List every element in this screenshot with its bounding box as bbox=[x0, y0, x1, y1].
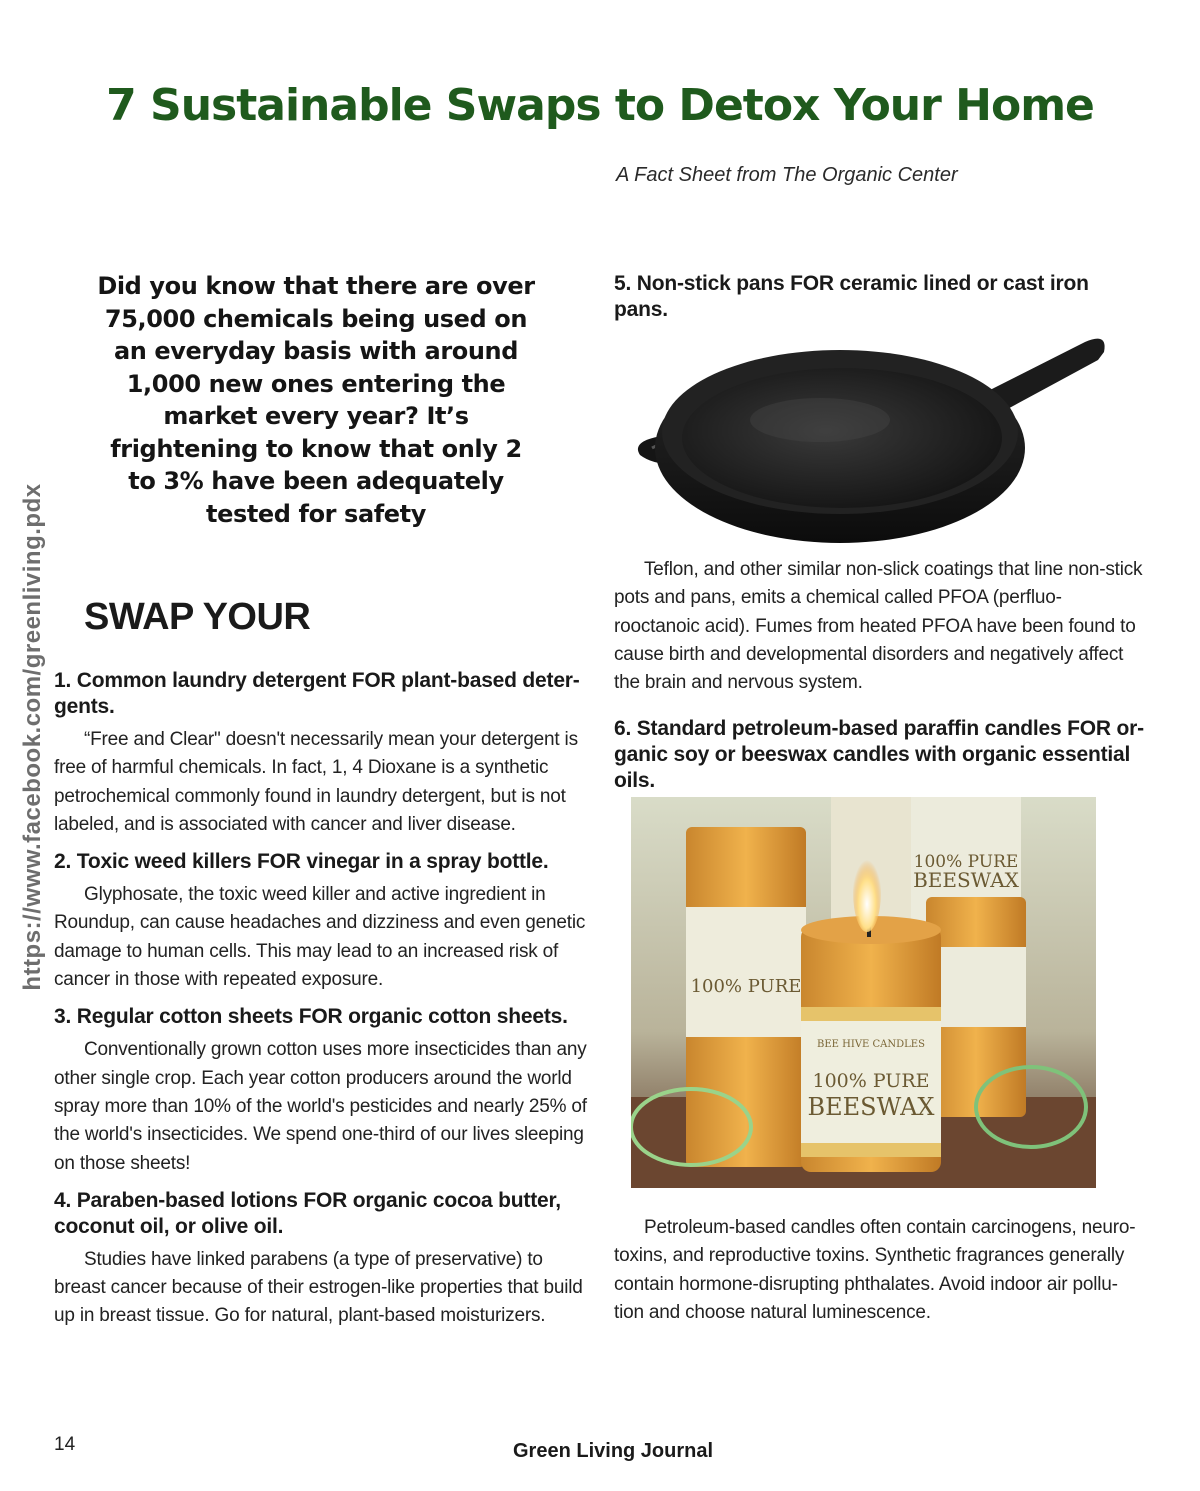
swap-heading-2: 2. Toxic weed killers FOR vinegar in a spray bottle. bbox=[54, 850, 549, 874]
swap-body-4: Studies have linked parabens (a type of preservative) to breast cancer because of their estrogen-like properties that build up in breast tissue. Go for natural, plant-based moisturizers. bbox=[54, 1248, 583, 1327]
swap-heading-5: 5. Non-stick pans FOR ceramic lined or cast iron pans. bbox=[614, 272, 1089, 321]
page-subtitle: A Fact Sheet from The Organic Center bbox=[616, 164, 958, 186]
swap-item-3 bbox=[54, 1004, 590, 1177]
swap-heading-3: 3. Regular cotton sheets FOR organic cotton sheets. bbox=[54, 1005, 568, 1029]
swap-heading-1: 1. Common laundry detergent FOR plant-based deter-gents. bbox=[54, 669, 580, 718]
candle-label-pure-front: 100% PURE bbox=[812, 1070, 930, 1092]
swap-body-1: “Free and Clear" doesn't necessarily mean your detergent is free of harmful chemicals. In fact, 1, 4 Dioxane is a synthetic petrochemical commonly found in laundry detergent, but is not labeled, and is associated with cancer and liver disease. bbox=[54, 729, 578, 835]
swap-item-4 bbox=[54, 1188, 590, 1331]
candle-label-brand: BEE HIVE CANDLES bbox=[817, 1039, 925, 1050]
swap-body-6: Petroleum-based candles often contain carcinogens, neuro-toxins, and reproductive toxins. Synthetic fragrances generally contain hormone-disrupting phthalates. Avoid indoor air pollu-tion and choose natural luminescence. bbox=[614, 1217, 1136, 1323]
candle-label-pure-left: 100% PURE bbox=[690, 976, 802, 997]
swap-heading: SWAP YOUR bbox=[84, 596, 311, 638]
candle-label-beeswax-back: BEESWAX bbox=[913, 868, 1019, 892]
footer-journal-name: Green Living Journal bbox=[513, 1440, 714, 1462]
page-title: 7 Sustainable Swaps to Detox Your Home bbox=[106, 80, 1094, 131]
swap-body-3: Conventionally grown cotton uses more insecticides than any other single crop. Each year cotton producers around the world spray more than 10% of the world's pesticides and nearly 25% of the world's insecticides. We spend one-third of our lives sleeping on those sheets! bbox=[54, 1039, 587, 1174]
swap-body-5: Teflon, and other similar non-slick coatings that line non-stick pots and pans, emits a chemical called PFOA (perfluo-rooctanoic acid). Fumes from heated PFOA have been found to cause birth and developmental disorders and negatively affect the brain and nervous system. bbox=[614, 559, 1143, 694]
candles-illustration bbox=[631, 797, 1096, 1188]
cast-iron-pan-image bbox=[630, 320, 1120, 550]
intro-callout: Did you know that there are over 75,000 chemicals being used on an everyday basis with around 1,000 new ones entering the market every year? It’s frightening to know that only 2 to 3% have been adequately tested for safety bbox=[97, 272, 535, 528]
left-column bbox=[54, 668, 590, 1341]
candle-label-beeswax-front: BEESWAX bbox=[807, 1093, 935, 1121]
candle-label-pure-back: 100% PURE bbox=[913, 852, 1019, 872]
swap-heading-6: 6. Standard petroleum-based paraffin candles FOR or-ganic soy or beeswax candles with organic essential oils. bbox=[614, 717, 1144, 792]
swap-body-2: Glyphosate, the toxic weed killer and active ingredient in Roundup, can cause headaches and dizziness and even genetic damage to human cells. This may lead to an increased risk of cancer in those with repeated exposure. bbox=[54, 884, 586, 991]
page-number: 14 bbox=[54, 1434, 76, 1455]
beeswax-candles-image bbox=[631, 797, 1096, 1188]
swap-heading-4: 4. Paraben-based lotions FOR organic cocoa butter, coconut oil, or olive oil. bbox=[54, 1188, 561, 1238]
swap-item-1 bbox=[54, 668, 590, 839]
swap-item-2 bbox=[54, 849, 590, 994]
side-url: https://www.facebook.com/greenliving.pdx bbox=[19, 483, 46, 991]
